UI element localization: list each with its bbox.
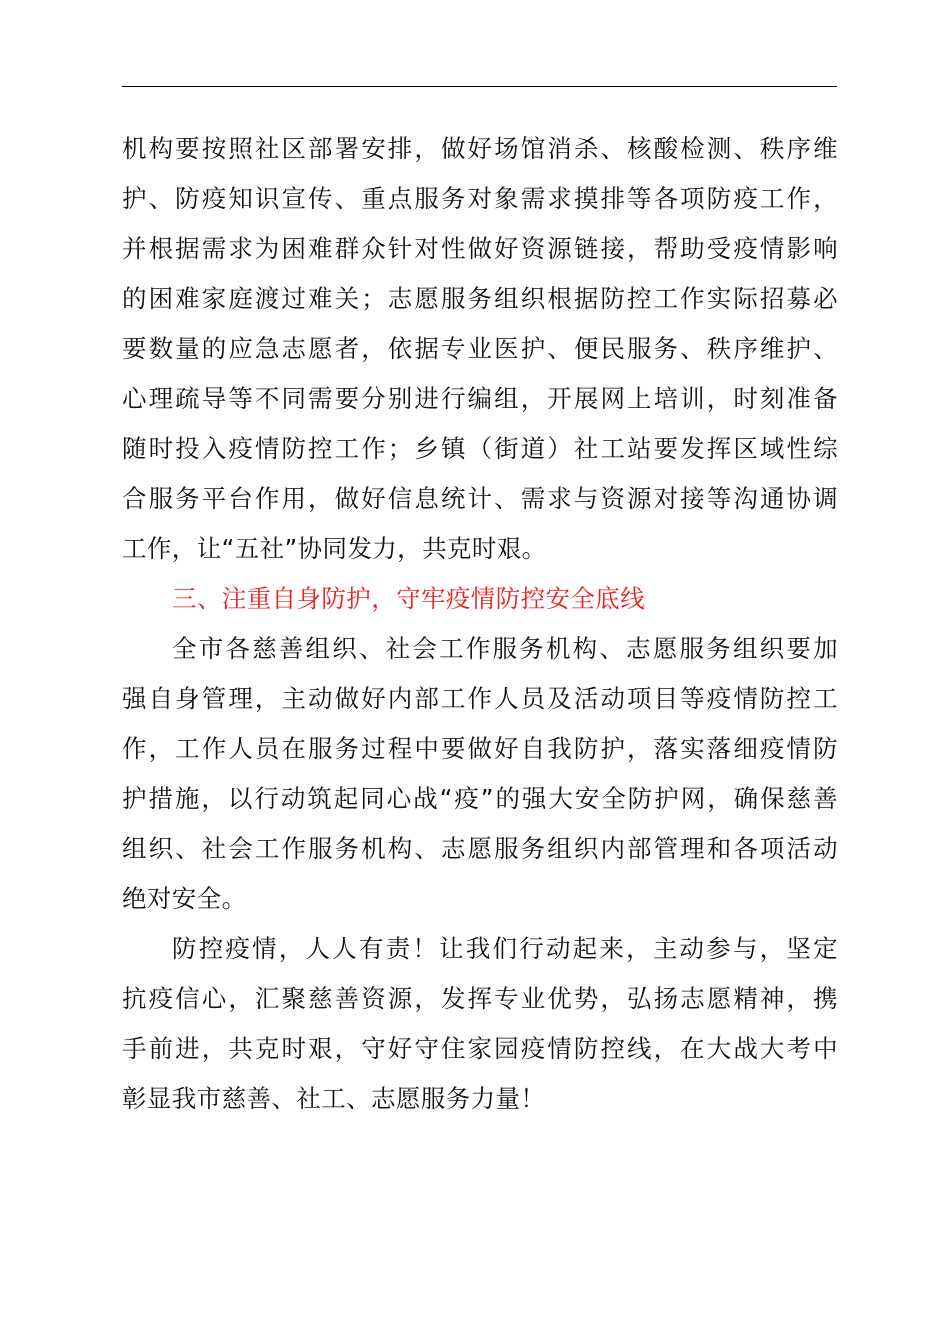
paragraph-line: 心理疏导等不同需要分别进行编组，开展网上培训，时刻准备: [122, 384, 838, 413]
paragraph-line: 要数量的应急志愿者，依据专业医护、便民服务、秩序维护、: [122, 334, 838, 363]
paragraph-line: 抗疫信心，汇聚慈善资源，发挥专业优势，弘扬志愿精神，携: [122, 984, 838, 1013]
paragraph-line: 合服务平台作用，做好信息统计、需求与资源对接等沟通协调: [122, 484, 838, 513]
paragraph-line: 并根据需求为困难群众针对性做好资源链接，帮助受疫情影响: [122, 234, 838, 263]
header-rule: [122, 86, 837, 87]
paragraph-line: 防控疫情，人人有责！让我们行动起来，主动参与，坚定: [172, 934, 838, 963]
paragraph-line: 手前进，共克时艰，守好守住家园疫情防控线，在大战大考中: [122, 1034, 838, 1063]
paragraph-line: 绝对安全。: [122, 884, 247, 913]
paragraph-line: 彰显我市慈善、社工、志愿服务力量！: [122, 1084, 546, 1113]
paragraph-line: 随时投入疫情防控工作；乡镇（街道）社工站要发挥区域性综: [122, 434, 838, 463]
paragraph-line: 工作，让“五社”协同发力，共克时艰。: [122, 534, 547, 563]
paragraph-line: 全市各慈善组织、社会工作服务机构、志愿服务组织要加: [172, 634, 838, 663]
paragraph-line: 的困难家庭渡过难关；志愿服务组织根据防控工作实际招募必: [122, 284, 838, 313]
paragraph-line: 强自身管理，主动做好内部工作人员及活动项目等疫情防控工: [122, 684, 838, 713]
paragraph-line: 护、防疫知识宣传、重点服务对象需求摸排等各项防疫工作，: [122, 184, 838, 213]
section-heading: 三、注重自身防护，守牢疫情防控安全底线: [172, 584, 646, 613]
paragraph-line: 组织、社会工作服务机构、志愿服务组织内部管理和各项活动: [122, 834, 838, 863]
paragraph-line: 机构要按照社区部署安排，做好场馆消杀、核酸检测、秩序维: [122, 134, 838, 163]
paragraph-line: 作，工作人员在服务过程中要做好自我防护，落实落细疫情防: [122, 734, 838, 763]
paragraph-line: 护措施，以行动筑起同心战“疫”的强大安全防护网，确保慈善: [122, 784, 838, 813]
